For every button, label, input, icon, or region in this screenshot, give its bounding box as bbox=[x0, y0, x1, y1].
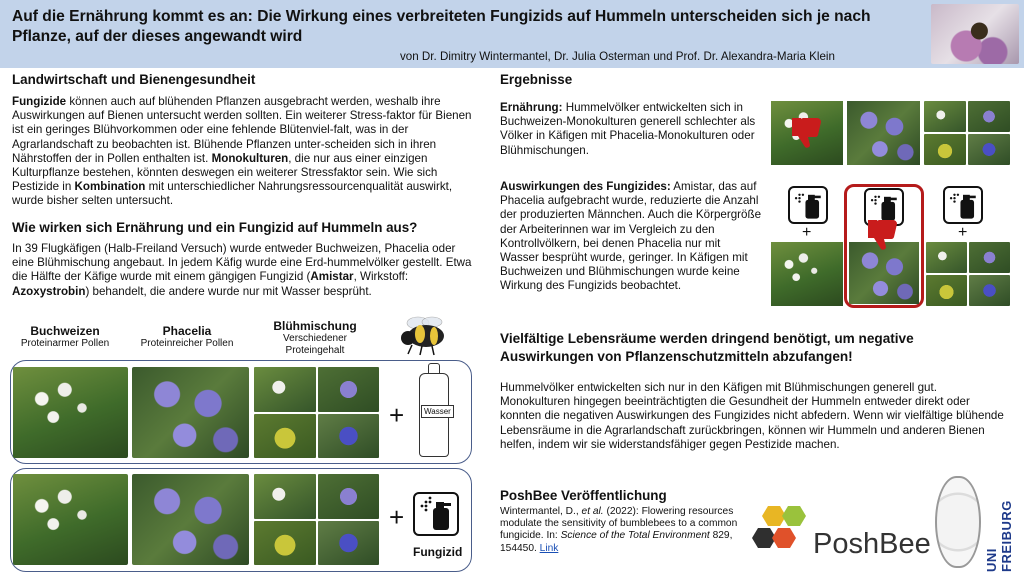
bold-kombination: Kombination bbox=[74, 180, 146, 194]
flower-mix-photos bbox=[254, 367, 379, 458]
plus-sign: + bbox=[389, 400, 405, 430]
mix-photo bbox=[318, 414, 380, 459]
mix-photo bbox=[926, 275, 967, 306]
uni-text: UNI bbox=[984, 548, 999, 572]
citation-etal: et al. bbox=[581, 506, 604, 517]
poster-title: Auf die Ernährung kommt es an: Die Wirkung eines verbreiteten Fungizids auf Hummeln unterscheiden sich je nach Pflanze, auf der dieses angewandt wird bbox=[12, 8, 871, 45]
mix-photo bbox=[968, 134, 1010, 165]
section-title-results: Ergebnisse bbox=[500, 72, 573, 87]
text-part: können auch auf blühenden Pflanzen ausgebracht werden, weshalb ihre Auswirkungen auf Bienen untersucht werden sollten. Ein weiterer Stress-faktor für Bienen ist ein geringes Blühvorkommen oder eine fehlende Blütenviel-falt, was in der Agrarlandschaft zu beobachten ist. Blühende Pflanzen unter-scheiden sich in ihren Nährstoffen der in Pollen enthalten ist. bbox=[12, 95, 472, 165]
bold-fungizide: Fungizide bbox=[12, 95, 67, 108]
conclusion-headline: Vielfältige Lebensräume werden dringend benötigt, um negative Auswirkungen von Pflanzenschutzmitteln abzufangen! bbox=[500, 331, 914, 364]
header-banner bbox=[0, 0, 1024, 68]
thumbs-down-icon bbox=[864, 214, 904, 254]
freiburg-text: FREIBURG bbox=[999, 500, 1014, 572]
fungicide-result bbox=[500, 180, 762, 294]
thumbs-down-icon bbox=[788, 112, 828, 152]
mix-photo bbox=[926, 242, 967, 273]
bumblebee-header-photo bbox=[931, 4, 1019, 64]
mix-photo bbox=[924, 101, 966, 132]
plant-label-phacelia bbox=[128, 324, 246, 350]
phacelia-result-photo bbox=[847, 101, 920, 165]
method-paragraph bbox=[12, 242, 475, 299]
mix-photo bbox=[969, 242, 1010, 273]
authors-line: von Dr. Dimitry Wintermantel, Dr. Julia Osterman und Prof. Dr. Alexandra-Maria Klein bbox=[400, 50, 835, 63]
poshbee-logo-icon bbox=[746, 504, 814, 562]
section-title-method: Wie wirken sich Ernährung und ein Fungizid auf Hummeln aus? bbox=[12, 220, 418, 235]
buckwheat-photo bbox=[13, 474, 128, 565]
bumblebee-icon bbox=[396, 314, 454, 356]
text-part: mit unterschiedlicher Nahrungsressourcenqualität auswirkt, wurde bisher selten untersucht. bbox=[12, 180, 453, 208]
text-part: In 39 Flugkäfigen (Halb-Freiland Versuch) wurde entweder Buchweizen, Phacelia oder eine Blühmischung angebaut. In jedem Käfig wurde eine Erd-hummelvölker gestellt. Etwa die Hälfte der Käfige wurde mit einem gängigen Fungizid ( bbox=[12, 242, 472, 284]
bold-monokulturen: Monokulturen bbox=[211, 151, 289, 165]
plant-description: Verschiedener Proteingehalt bbox=[283, 333, 347, 356]
mix-photo bbox=[254, 414, 316, 459]
text-part: Hummelvölker entwickelten sich in Buchweizen-Monokulturen generell schlechter als Völker in Käfigen mit Phacelia-Monokulturen oder Blühmischungen. bbox=[500, 101, 756, 157]
mix-photo bbox=[318, 474, 380, 519]
mix-photo bbox=[318, 521, 380, 566]
citation-text: (2022): Flowering resources modulate the sensitivity of bumblebees to a common fungicide. In: bbox=[500, 506, 738, 542]
publication-title: PoshBee Veröffentlichung bbox=[500, 488, 667, 503]
citation-volume: 829, 154450. bbox=[500, 530, 733, 554]
bold-fungicide-effects: Auswirkungen des Fungizides: bbox=[500, 180, 671, 193]
mix-photo bbox=[318, 367, 380, 412]
bold-amistar: Amistar bbox=[310, 270, 354, 284]
conclusion-paragraph: Hummelvölker entwickelten sich nur in den Käfigen mit Blühmischungen generell gut. Monokulturen hingegen beeinträchtigten die Gesundheit der Hummeln entweder direkt oder konnten die negativen Auswirkungen des Fungizides nicht abfedern. Wenn wir vielfältige blühende Lebensräume in die Agrarlandschaft zurückbringen, können wir Hummeln und anderen Bienen helfen, indem wir sie widerstandsfähiger gegen Pestizide machen. bbox=[500, 381, 1004, 451]
mix-photo bbox=[969, 275, 1010, 306]
flower-mix-fungicide-photos bbox=[926, 242, 1010, 306]
publication-link[interactable]: Link bbox=[539, 542, 559, 554]
spray-bottle-icon bbox=[788, 186, 828, 224]
flower-mix-result-photos bbox=[924, 101, 1010, 165]
spray-bottle-icon bbox=[413, 492, 459, 536]
agriculture-paragraph bbox=[12, 95, 475, 209]
publication-citation bbox=[500, 506, 740, 555]
nutrition-result bbox=[500, 101, 762, 158]
plus-sign: + bbox=[802, 224, 812, 241]
mix-photo bbox=[968, 101, 1010, 132]
mix-photo bbox=[254, 521, 316, 566]
uni-freiburg-logo bbox=[984, 474, 1014, 572]
text-part: , die nur aus einer einzigen Kulturpflanze bestehen, könnten deswegen ein weiterer Stressfaktor sein. Wie sich Pestizide in bbox=[12, 151, 438, 194]
buckwheat-fungicide-photo bbox=[771, 242, 843, 306]
university-seal bbox=[935, 476, 981, 568]
buckwheat-photo bbox=[13, 367, 128, 458]
text-part: Amistar, das auf Phacelia aufgebracht wurde, reduzierte die Anzahl der produzierten Männchen. Auch die Körpergröße der Arbeiterinnen war im Vergleich zu den Kontrollvölkern, bei denen Phacelia nur mit Wasser besprüht wurde, geringer. In Käfigen mit Buchweizen und Blühmischungen wurde keine Wirkung des Fungizids beobachtet. bbox=[500, 180, 762, 293]
poshbee-logo-text: PoshBee bbox=[813, 528, 931, 560]
phacelia-photo bbox=[132, 367, 249, 458]
citation-journal: Science of the Total Environment bbox=[560, 530, 710, 542]
plant-description: Proteinarmer Pollen bbox=[20, 338, 110, 349]
water-label: Wasser bbox=[421, 405, 454, 418]
citation-authors: Wintermantel, D., bbox=[500, 506, 582, 517]
section-title-agriculture: Landwirtschaft und Bienengesundheit bbox=[12, 72, 256, 87]
plant-label-flower-mix bbox=[256, 319, 374, 357]
mix-photo bbox=[924, 134, 966, 165]
plant-description: Proteinreicher Pollen bbox=[140, 338, 234, 349]
spray-bottle-icon bbox=[943, 186, 983, 224]
plant-name: Blühmischung bbox=[273, 319, 357, 333]
mix-photo bbox=[254, 367, 316, 412]
phacelia-photo bbox=[132, 474, 249, 565]
text-part: ) behandelt, die andere wurde nur mit Wasser besprüht. bbox=[85, 284, 372, 298]
plant-label-buckwheat bbox=[10, 324, 120, 350]
mix-photo bbox=[254, 474, 316, 519]
bold-nutrition: Ernährung: bbox=[500, 101, 563, 114]
bold-azoxystrobin: Azoxystrobin bbox=[12, 284, 86, 298]
plus-sign: + bbox=[389, 502, 405, 532]
fungicide-label: Fungizid bbox=[413, 545, 463, 559]
plant-name: Buchweizen bbox=[30, 324, 100, 338]
flower-mix-photos bbox=[254, 474, 379, 565]
plus-sign: + bbox=[958, 224, 968, 241]
plant-name: Phacelia bbox=[162, 324, 212, 338]
text-part: , Wirkstoff: bbox=[353, 270, 409, 284]
